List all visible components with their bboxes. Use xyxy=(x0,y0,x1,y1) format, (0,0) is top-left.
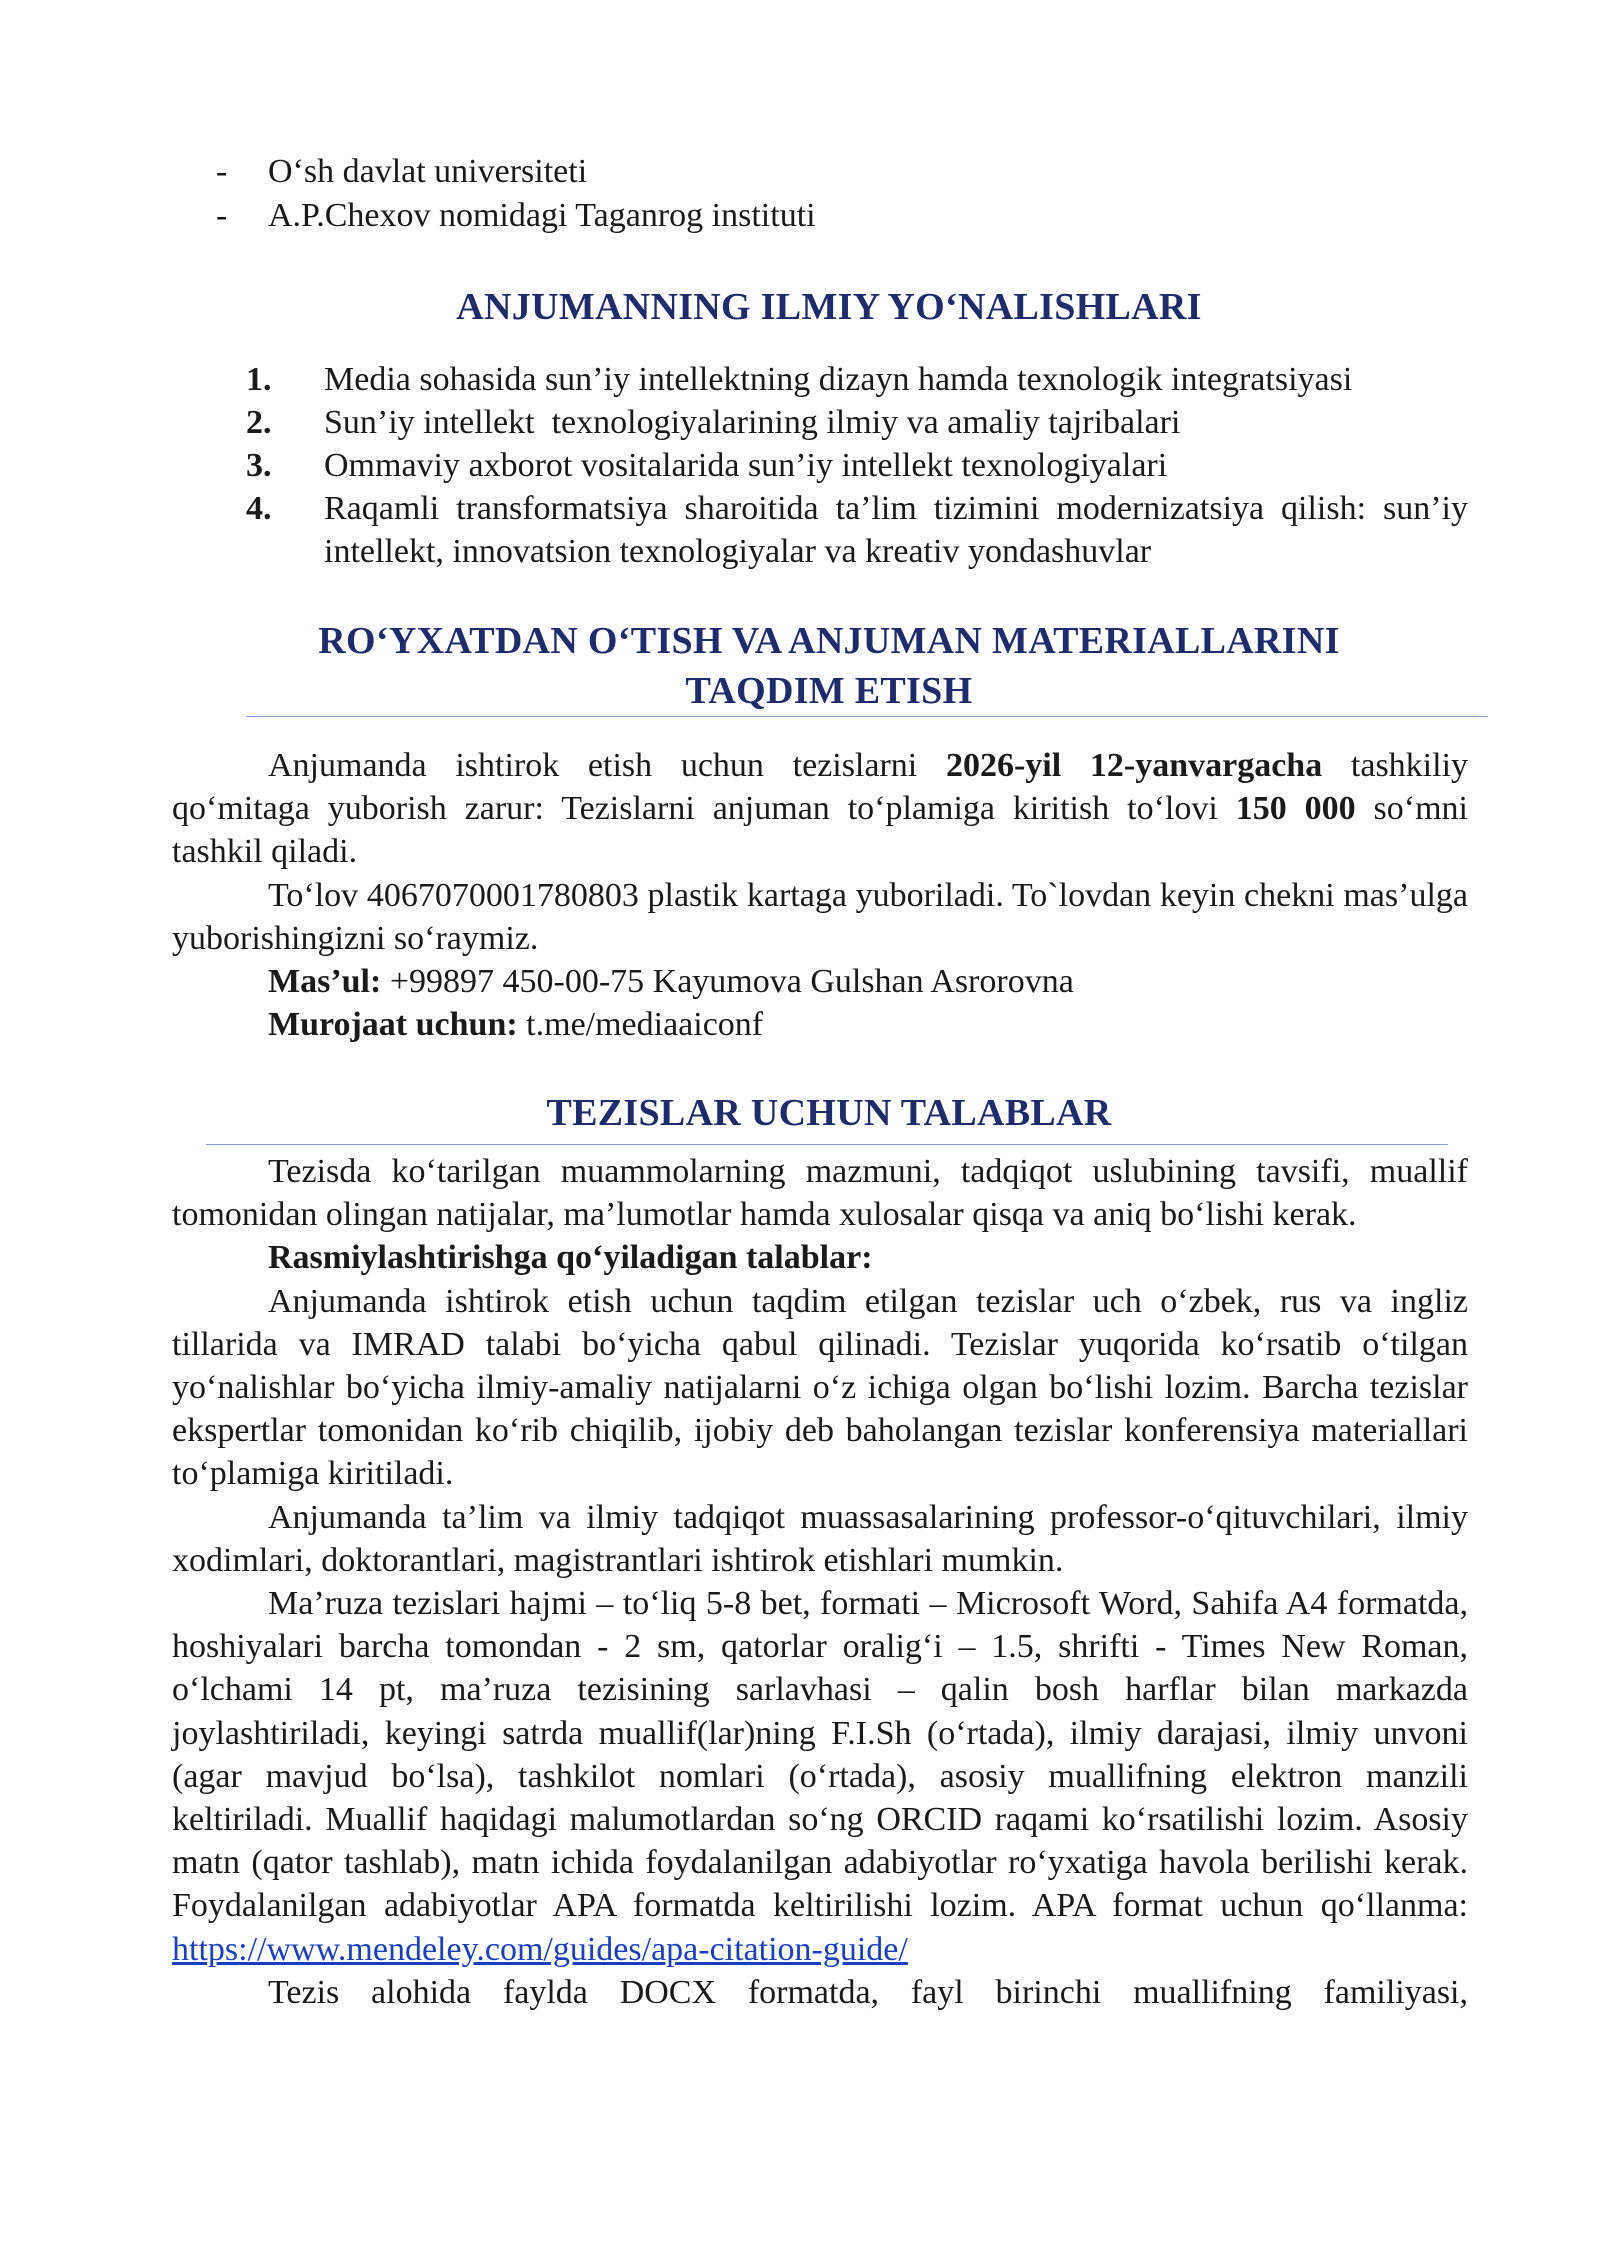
list-item xyxy=(246,487,1468,573)
heading-line: TAQDIM ETISH xyxy=(685,670,973,712)
organizer-list xyxy=(216,150,1416,238)
paragraph-content: Tezisda ko‘tarilgan muammolarning mazmuni, tadqiqot uslubining tavsifi, muallif tomonidan olingan natijalar, ma’lumotlar hamda xulosalar qisqa va aniq bo‘lishi kerak. xyxy=(172,1153,1468,1234)
requirements-body xyxy=(172,1150,1468,2014)
section-heading-registration xyxy=(170,616,1488,716)
list-number: 4. xyxy=(246,490,272,527)
list-number: 2. xyxy=(246,404,272,441)
list-marker: - xyxy=(216,153,228,190)
list-item-text: Media sohasida sun’iy intellektning dizayn hamda texnologik integratsiyasi xyxy=(324,361,1353,398)
fee-amount: 150 000 xyxy=(1235,790,1356,828)
paragraph-participants: Anjumanda ta’lim va ilmiy tadqiqot muassasalarining professor-o‘qituvchilari, ilmiy xodimlari, doktorantlari, magistrantlari ishtirok etishlari mumkin. xyxy=(172,1498,1468,1579)
inquiry-value: t.me/mediaaiconf xyxy=(517,1006,764,1044)
list-item-text: A.P.Chexov nomidagi Taganrog instituti xyxy=(268,197,816,234)
subheading-text: Rasmiylashtirishga qo‘yiladigan talablar: xyxy=(268,1239,873,1277)
contact-label: Mas’ul: xyxy=(268,963,382,1001)
deadline-date: 2026-yil 12-yanvargacha xyxy=(945,747,1323,784)
list-number: 1. xyxy=(246,361,272,398)
paragraph-languages: Anjumanda ishtirok etish uchun taqdim etilgan tezislar uch o‘zbek, rus va ingliz tillarida va IMRAD talabi bo‘yicha qabul qilinadi. Tezislar yuqorida ko‘rsatib o‘tilgan yo‘nalishlar bo‘yicha ilmiy-amaliy natijalarni o‘z ichiga olgan bo‘lishi lozim. Barcha tezislar ekspertlar tomonidan ko‘rib chiqilib, ijobiy deb baholangan tezislar konferensiya materiallari to‘plamiga kiritiladi. xyxy=(172,1282,1468,1493)
apa-guide-link[interactable]: https://www.mendeley.com/guides/apa-citation-guide/ xyxy=(172,1930,908,1968)
text-span: Ma’ruza tezislari hajmi – to‘liq 5-8 bet, formati – Microsoft Word, Sahifa A4 formatda, hoshiyalari barcha tomondan - 2 sm, qatorlar oralig‘i – 1.5, shrifti - Times New Roman, o‘lchami 14 pt, ma’ruza tezisining sarlavhasi – qalin bosh harflar bilan markazda joylashtiriladi, keyingi satrda muallif(lar)ning F.I.Sh (o‘rtada), ilmiy darajasi, ilmiy unvoni (agar mavjud bo‘lsa), tashkilot nomlari (o‘rtada), asosiy muallifning elektron manzili keltiriladi. Muallif haqidagi malumotlardan so‘ng ORCID raqami ko‘rsatilishi lozim. Asosiy matn (qator tashlab), matn ichida foydalanilgan adabiyotlar ro‘yxatiga havola berilishi kerak. Foydalanilgan adabiyotlar APA formatda keltirilishi lozim. APA format uchun qo‘llanma: xyxy=(172,1585,1468,1925)
list-marker: - xyxy=(216,197,228,234)
section-divider xyxy=(206,1144,1448,1145)
list-item xyxy=(246,401,1468,444)
contact-value: +99897 450-00-75 Kayumova Gulshan Asrorovna xyxy=(381,963,1074,1001)
text-span: tashkiliy qo‘mitaga yuborish zarur: Tezislarni anjuman to‘plamiga kiritish to‘lovi xyxy=(172,747,1469,828)
list-item xyxy=(246,444,1468,487)
list-number: 3. xyxy=(246,447,272,484)
inquiry-line xyxy=(172,1003,1468,1046)
inquiry-label: Murojaat uchun: xyxy=(268,1006,518,1044)
text-span: so‘mni tashkil qiladi. xyxy=(172,790,1468,871)
directions-list xyxy=(246,358,1468,573)
section-divider xyxy=(246,716,1488,717)
subheading xyxy=(172,1236,1468,1279)
contact-line xyxy=(172,960,1468,1003)
paragraph-deadline xyxy=(172,744,1468,874)
section-heading-requirements: TEZISLAR UCHUN TALABLAR xyxy=(546,1092,1112,1134)
registration-body xyxy=(172,744,1468,1046)
list-item-text: Ommaviy axborot vositalarida sun’iy intellekt texnologiyalari xyxy=(324,447,1168,484)
section-heading-directions: ANJUMANNING ILMIY YO‘NALISHLARI xyxy=(456,286,1202,328)
list-item-text: O‘sh davlat universiteti xyxy=(268,153,588,190)
list-item-text: Raqamli transformatsiya sharoitida ta’lim tizimini modernizatsiya qilish: sun’iy intellekt, innovatsion texnologiyalar va kreativ yondashuvlar xyxy=(324,490,1468,570)
list-item xyxy=(216,150,1416,194)
paragraph-payment: To‘lov 4067070001780803 plastik kartaga yuboriladi. To`lovdan keyin chekni mas’ulga yuborishingizni so‘raymiz. xyxy=(172,876,1468,957)
heading-line: RO‘YXATDAN O‘TISH VA ANJUMAN MATERIALLARINI xyxy=(318,620,1340,662)
paragraph-format xyxy=(172,1582,1468,1971)
text-span: Anjumanda ishtirok etish uchun tezislarni xyxy=(268,747,946,784)
paragraph-file: Tezis alohida faylda DOCX formatda, fayl birinchi muallifning familiyasi, xyxy=(268,1973,1468,2011)
list-item xyxy=(216,194,1416,238)
list-item xyxy=(246,358,1468,401)
list-item-text: Sun’iy intellekt texnologiyalarining ilmiy va amaliy tajribalari xyxy=(324,404,1181,441)
